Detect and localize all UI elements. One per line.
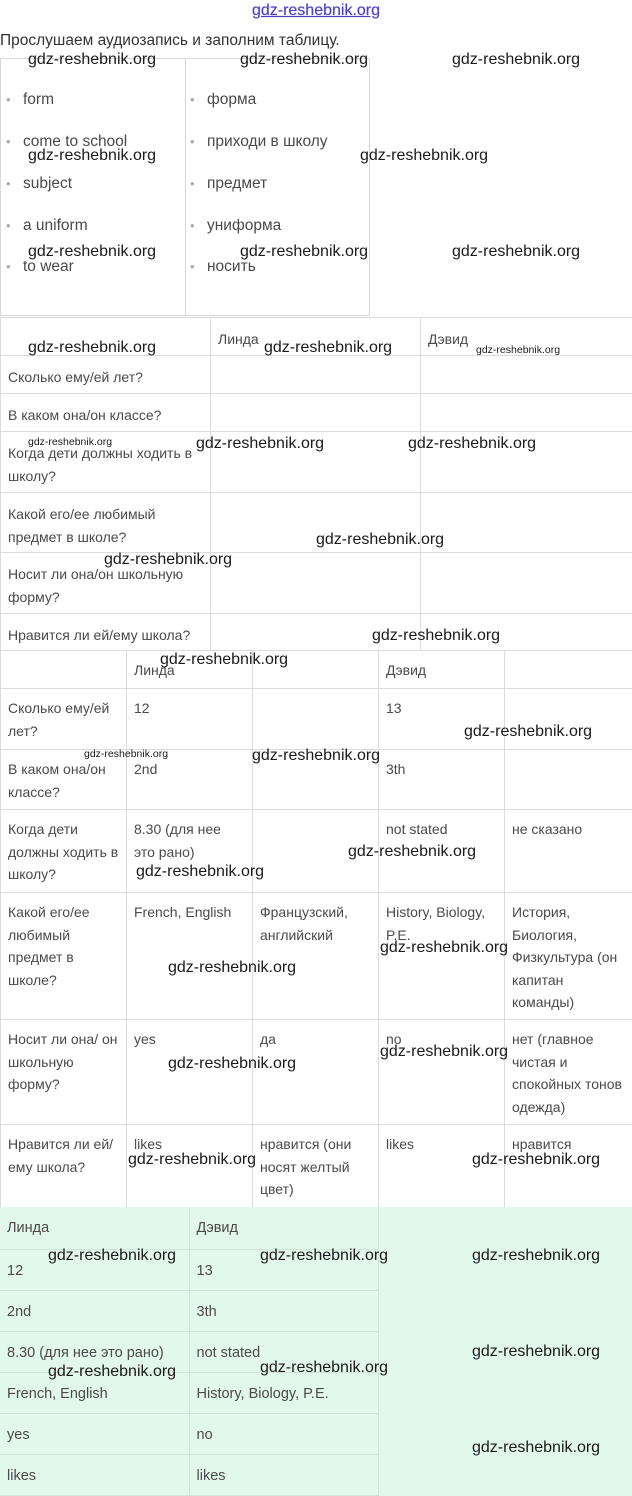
vocab-russian-item: • предмет — [207, 175, 267, 193]
watermark: gdz-reshebnik.org — [472, 1247, 601, 1264]
table-header-cell: Линда — [0, 1207, 189, 1249]
answer-cell: не сказано — [505, 810, 632, 893]
answer-cell: no — [379, 1020, 505, 1125]
vocab-russian-column — [185, 59, 369, 315]
watermark: gdz-reshebnik.org — [452, 51, 581, 68]
table-header-cell: Дэвид — [379, 651, 505, 689]
watermark: gdz-reshebnik.org — [380, 939, 509, 956]
answer-cell: 12 — [127, 689, 253, 750]
watermark: gdz-reshebnik.org — [380, 1043, 509, 1060]
table-header-cell: Линда — [211, 318, 421, 356]
watermark: gdz-reshebnik.org — [28, 243, 157, 260]
vocab-russian-item: • униформа — [207, 217, 281, 235]
task-intro: Прослушаем аудиозапись и заполним таблицу. — [0, 32, 340, 49]
question-table — [0, 317, 632, 651]
question-cell: Носит ли она/ он школьную форму? — [1, 1020, 127, 1125]
watermark: gdz-reshebnik.org — [348, 843, 477, 860]
table-row — [0, 1290, 632, 1331]
table-header-cell: Линда — [127, 651, 253, 689]
answer-cell: no — [189, 1413, 378, 1454]
watermark: gdz-reshebnik.org — [48, 1247, 177, 1264]
watermark: gdz-reshebnik.org — [264, 339, 393, 356]
watermark: gdz-reshebnik.org — [128, 1151, 257, 1168]
question-cell: Когда дети должны ходить в школу? — [1, 810, 127, 893]
table-cell — [1, 651, 127, 689]
answer-cell: 8.30 (для нее это рано) — [127, 810, 253, 893]
answer-cell: likes — [0, 1454, 189, 1495]
answer-cell: French, English — [0, 1372, 189, 1413]
question-cell: В каком она/он классе? — [1, 750, 127, 810]
vocab-english-item: • to wear — [23, 258, 74, 276]
answer-cell: History, Biology, P.E. — [189, 1372, 378, 1413]
question-cell: Какой его/ее любимый предмет в школе? — [1, 493, 211, 553]
answer-cell: 3th — [379, 750, 505, 810]
table-header-row — [0, 1207, 632, 1249]
answer-cell: нет (главное чистая и спокойных тонов одежда) — [505, 1020, 632, 1125]
answer-cell: yes — [0, 1413, 189, 1454]
watermark: gdz-reshebnik.org — [316, 531, 445, 548]
answer-cell — [253, 689, 379, 750]
watermark: gdz-reshebnik.org — [464, 723, 593, 740]
watermark: gdz-reshebnik.org — [196, 435, 325, 452]
question-cell: Сколько ему/ей лет? — [1, 689, 127, 750]
answer-cell: likes — [189, 1454, 378, 1495]
answer-cell: not stated — [379, 810, 505, 893]
vocab-english-column — [1, 59, 186, 315]
watermark: gdz-reshebnik.org — [136, 863, 265, 880]
answer-cell: History, Biology, P.E. — [379, 893, 505, 1020]
watermark: gdz-reshebnik.org — [252, 747, 381, 764]
table-row — [1, 394, 632, 432]
answer-cell: нравится — [505, 1125, 632, 1208]
watermark: gdz-reshebnik.org — [260, 1247, 389, 1264]
table-header-row — [1, 651, 632, 689]
answer-cell: 13 — [379, 689, 505, 750]
vocab-english-item: • form — [23, 91, 54, 109]
watermark: gdz-reshebnik.org — [260, 1359, 389, 1376]
table-cell — [505, 651, 632, 689]
watermark: gdz-reshebnik.org — [28, 51, 157, 68]
answer-cell: French, English — [127, 893, 253, 1020]
answer-cell: Французский, английский — [253, 893, 379, 1020]
answer-cell: not stated — [189, 1331, 378, 1372]
watermark: gdz-reshebnik.org — [48, 1363, 177, 1380]
table-row — [1, 356, 632, 394]
answer-cell — [505, 750, 632, 810]
answer-cell: yes — [127, 1020, 253, 1125]
vocab-russian-item: • приходи в школу — [207, 133, 328, 151]
table-row — [0, 1454, 632, 1495]
answer-cell: История, Биология, Физкультура (он капитан команды) — [505, 893, 632, 1020]
vocab-russian-item: • носить — [207, 258, 256, 276]
answer-cell: нравится (они носят желтый цвет) — [253, 1125, 379, 1208]
answer-cell: 2nd — [0, 1290, 189, 1331]
table-header-cell: Дэвид — [421, 318, 632, 356]
table-row — [1, 614, 632, 651]
question-cell: Какой его/ее любимый предмет в школе? — [1, 893, 127, 1020]
table-row — [1, 893, 632, 1020]
watermark: gdz-reshebnik.org — [472, 1151, 601, 1168]
question-cell: Нравится ли ей/ему школа? — [1, 614, 211, 651]
vocabulary-table — [0, 58, 370, 316]
watermark: gdz-reshebnik.org — [472, 1343, 601, 1360]
question-cell: Носит ли она/он школьную форму? — [1, 553, 211, 614]
vocab-english-item: • subject — [23, 175, 72, 193]
watermark: gdz-reshebnik.org — [372, 627, 501, 644]
table-row — [1, 553, 632, 614]
watermark: gdz-reshebnik.org — [168, 959, 297, 976]
question-cell: Когда дети должны ходить в школу? — [1, 432, 211, 493]
watermark: gdz-reshebnik.org — [28, 339, 157, 356]
question-cell: Сколько ему/ей лет? — [1, 356, 211, 394]
answer-cell: 12 — [0, 1249, 189, 1290]
answer-cell: 3th — [189, 1290, 378, 1331]
watermark: gdz-reshebnik.org — [28, 147, 157, 164]
watermark: gdz-reshebnik.org — [452, 243, 581, 260]
watermark: gdz-reshebnik.org — [472, 1439, 601, 1456]
table-row — [1, 810, 632, 893]
question-cell: В каком она/он классе? — [1, 394, 211, 432]
vocab-english-item: • come to school — [23, 133, 127, 151]
watermark: gdz-reshebnik.org — [160, 651, 289, 668]
watermark: gdz-reshebnik.org — [360, 147, 489, 164]
watermark: gdz-reshebnik.org — [408, 435, 537, 452]
answer-cell: 2nd — [127, 750, 253, 810]
watermark: gdz-reshebnik.org — [240, 243, 369, 260]
vocab-english-item: • a uniform — [23, 217, 88, 235]
watermark: gdz-reshebnik.org — [28, 436, 113, 448]
table-header-cell: Дэвид — [189, 1207, 378, 1249]
watermark: gdz-reshebnik.org — [240, 51, 369, 68]
answer-cell: likes — [379, 1125, 505, 1208]
answer-cell: 8.30 (для нее это рано) — [0, 1331, 189, 1372]
watermark: gdz-reshebnik.org — [84, 748, 169, 760]
watermark: gdz-reshebnik.org — [168, 1055, 297, 1072]
table-row — [1, 1020, 632, 1125]
site-title-link[interactable]: gdz-reshebnik.org — [251, 2, 381, 19]
watermark: gdz-reshebnik.org — [104, 551, 233, 568]
answer-cell: да — [253, 1020, 379, 1125]
question-cell: Нравится ли ей/ему школа? — [1, 1125, 127, 1208]
answer-cell: likes — [127, 1125, 253, 1208]
watermark: gdz-reshebnik.org — [476, 344, 561, 356]
vocab-russian-item: • форма — [207, 91, 256, 109]
answer-cell: 13 — [189, 1249, 378, 1290]
